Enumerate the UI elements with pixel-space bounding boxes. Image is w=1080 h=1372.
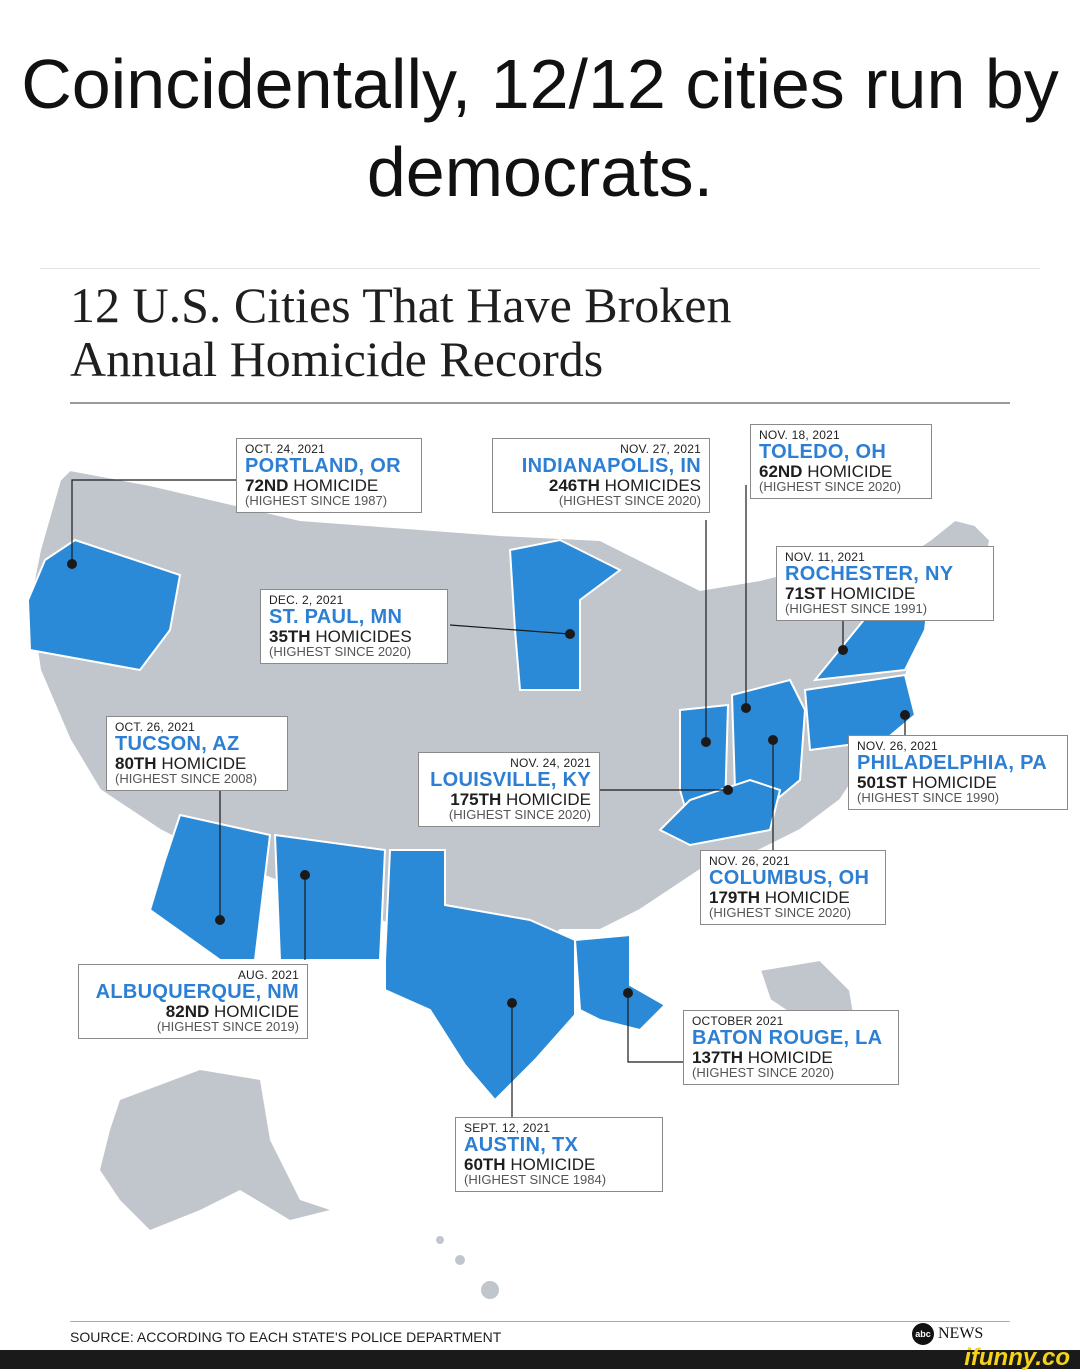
- callout-city: LOUISVILLE, KY: [430, 768, 591, 791]
- source-note: SOURCE: ACCORDING TO EACH STATE'S POLICE DEPARTMENT: [70, 1329, 502, 1345]
- infographic: [0, 270, 1080, 1350]
- callout-homicide: 62ND HOMICIDE: [759, 461, 893, 481]
- callout-toledo: [750, 424, 932, 499]
- abc-news-wordmark: NEWS: [938, 1325, 984, 1342]
- hawaii-island: [436, 1236, 444, 1244]
- callout-city: AUSTIN, TX: [464, 1133, 579, 1156]
- callout-homicide: 71ST HOMICIDE: [785, 583, 916, 603]
- callout-albuquerque: [78, 964, 308, 1039]
- alaska-shape: [100, 1070, 330, 1230]
- abc-logo-icon: abc: [912, 1323, 934, 1345]
- hawaii-island: [481, 1281, 499, 1299]
- callout-city: PORTLAND, OR: [245, 454, 401, 477]
- callout-homicide: 179TH HOMICIDE: [709, 887, 850, 907]
- callout-city: ROCHESTER, NY: [785, 562, 954, 585]
- callout-since: (HIGHEST SINCE 2020): [558, 493, 701, 509]
- callout-st-paul: [260, 589, 448, 664]
- callout-city: ALBUQUERQUE, NM: [95, 980, 299, 1003]
- title-rule: [70, 402, 1010, 404]
- callout-homicide: 80TH HOMICIDE: [115, 753, 247, 773]
- callout-date: NOV. 27, 2021: [620, 442, 701, 456]
- callout-since: (HIGHEST SINCE 2020): [692, 1065, 835, 1081]
- callout-rochester: [776, 546, 994, 621]
- callout-homicide: 35TH HOMICIDES: [269, 626, 412, 646]
- callout-date: NOV. 26, 2021: [857, 739, 938, 753]
- callout-city: TUCSON, AZ: [115, 732, 240, 755]
- callout-homicide: 246TH HOMICIDES: [548, 475, 701, 495]
- callout-homicide: 72ND HOMICIDE: [245, 475, 379, 495]
- infographic-title: [70, 278, 732, 386]
- callout-date: DEC. 2, 2021: [269, 593, 344, 607]
- callout-city: COLUMBUS, OH: [709, 866, 870, 889]
- callout-date: OCTOBER 2021: [692, 1014, 784, 1028]
- title-line-1: 12 U.S. Cities That Have Broken: [70, 277, 732, 333]
- divider: [40, 268, 1040, 269]
- callout-date: OCT. 26, 2021: [115, 720, 195, 734]
- callout-homicide: 175TH HOMICIDE: [450, 789, 591, 809]
- callout-columbus: [700, 850, 886, 925]
- callout-since: (HIGHEST SINCE 2019): [156, 1019, 299, 1035]
- callout-since: (HIGHEST SINCE 2020): [709, 905, 852, 921]
- hawaii-island: [455, 1255, 465, 1265]
- bottom-bar: [0, 1350, 1080, 1369]
- callout-since: (HIGHEST SINCE 1987): [245, 493, 388, 509]
- louisiana-state: [575, 935, 665, 1030]
- new-mexico-state: [275, 835, 385, 960]
- callout-portland: [236, 438, 422, 513]
- callout-tucson: [106, 716, 288, 791]
- callout-since: (HIGHEST SINCE 2020): [448, 807, 591, 823]
- callout-date: AUG. 2021: [237, 968, 299, 982]
- callout-louisville: [418, 752, 600, 827]
- ifunny-watermark: ifunny.co: [964, 1344, 1070, 1371]
- callout-indianapolis: [492, 438, 710, 513]
- arizona-state: [150, 815, 270, 960]
- callout-since: (HIGHEST SINCE 2008): [115, 771, 258, 787]
- callout-since: (HIGHEST SINCE 1984): [464, 1172, 607, 1188]
- callout-homicide: 137TH HOMICIDE: [692, 1047, 833, 1067]
- callout-city: ST. PAUL, MN: [269, 605, 403, 628]
- callout-austin: [455, 1117, 663, 1192]
- callout-date: NOV. 11, 2021: [785, 550, 865, 564]
- callout-since: (HIGHEST SINCE 1991): [785, 601, 928, 617]
- callout-city: TOLEDO, OH: [759, 440, 887, 463]
- callout-date: OCT. 24, 2021: [245, 442, 325, 456]
- callout-baton-rouge: [683, 1010, 899, 1085]
- callout-since: (HIGHEST SINCE 1990): [857, 790, 1000, 806]
- callout-date: NOV. 18, 2021: [759, 428, 840, 442]
- callout-date: NOV. 24, 2021: [510, 756, 591, 770]
- callout-philadelphia: [848, 735, 1068, 810]
- callout-date: NOV. 26, 2021: [709, 854, 790, 868]
- title-line-2: Annual Homicide Records: [70, 331, 604, 387]
- callout-city: BATON ROUGE, LA: [692, 1026, 883, 1049]
- callout-date: SEPT. 12, 2021: [464, 1121, 551, 1135]
- callout-homicide: 82ND HOMICIDE: [165, 1001, 299, 1021]
- callout-city: PHILADELPHIA, PA: [857, 751, 1047, 774]
- meme-caption: Coincidentally, 12/12 cities run by democrats.: [21, 45, 1059, 211]
- callout-city: INDIANAPOLIS, IN: [521, 454, 701, 477]
- callout-homicide: 60TH HOMICIDE: [464, 1154, 596, 1174]
- callout-since: (HIGHEST SINCE 2020): [269, 644, 412, 660]
- callout-since: (HIGHEST SINCE 2020): [759, 479, 902, 495]
- callout-homicide: 501ST HOMICIDE: [857, 772, 997, 792]
- footer-rule: [70, 1321, 1010, 1322]
- abc-news-logo: [912, 1323, 983, 1345]
